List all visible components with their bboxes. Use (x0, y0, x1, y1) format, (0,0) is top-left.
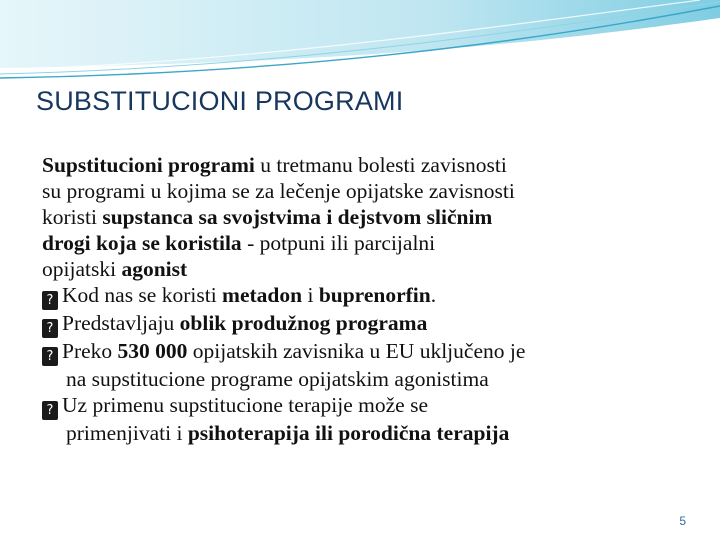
intro-bold-term: agonist (121, 257, 188, 281)
intro-line-4 (42, 230, 692, 256)
page-number: 5 (679, 514, 686, 528)
intro-text: opijatski (42, 257, 122, 281)
intro-bold-term: Supstitucioni programi (42, 153, 255, 177)
bullet-icon: ? (42, 319, 58, 338)
bullet-icon: ? (42, 401, 58, 420)
intro-text: u tretmanu bolesti zavisnosti (254, 153, 507, 177)
slide-title: SUBSTITUCIONI PROGRAMI (36, 86, 404, 116)
intro-text: - potpuni ili parcijalni (241, 231, 436, 255)
bullet-3: ? Preko 530 000 opijatskih zavisnika u EU uključeno je na supstitucione programe opijatskim agonistima (42, 338, 692, 392)
intro-bold-term: supstanca sa svojstvima i dejstvom sličnim (102, 205, 493, 229)
intro-line-1 (42, 152, 692, 178)
slide-body (42, 152, 692, 446)
header-wave-decoration (0, 0, 720, 90)
bullet-1: ? Kod nas se koristi metadon i buprenorfin. (42, 282, 692, 310)
intro-bold-term: drogi koja se koristila (42, 231, 242, 255)
bullet-icon: ? (42, 347, 58, 366)
intro-text: koristi (42, 205, 103, 229)
intro-line-2: su programi u kojima se za lečenje opijatske zavisnosti (42, 179, 515, 203)
intro-line-5 (42, 256, 692, 282)
bullet-2: ? Predstavljaju oblik produžnog programa (42, 310, 692, 338)
bullet-icon: ? (42, 291, 58, 310)
bullet-4: ? Uz primenu supstitucione terapije može se primenjivati i psihoterapija ili porodična terapija (42, 392, 692, 446)
intro-line-3 (42, 204, 692, 230)
